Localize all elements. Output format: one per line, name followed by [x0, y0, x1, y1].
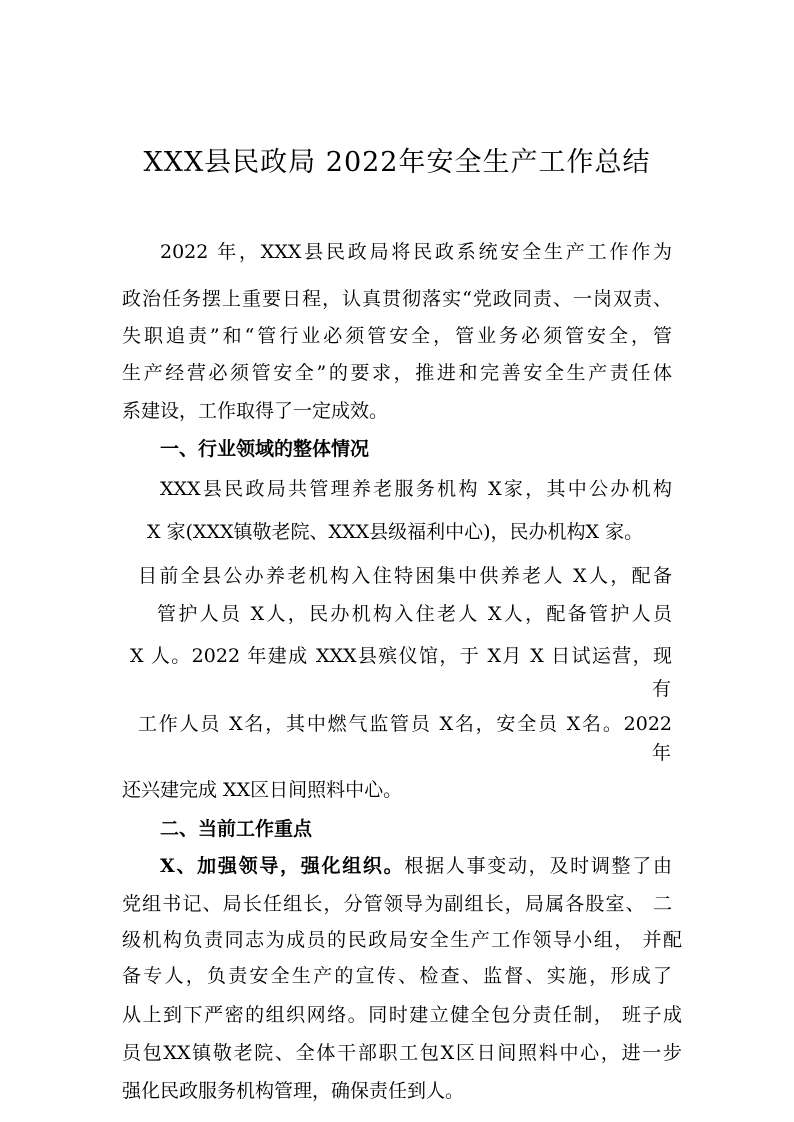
section-1-line-5: X 人。2022 年建成 XXX县殡仪馆，于 X月 X 日试运营，现	[130, 645, 672, 667]
section-1-line-2: X 家(XⅩⅩ镇敬老院、XXX县级福利中心)，民办机构X 家。	[147, 521, 644, 543]
intro-line-4: 生产经营必须管安全”的要求，推进和完善安全生产责任体	[122, 362, 672, 384]
intro-line-2: 政治任务摆上重要日程，认真贯彻落实“党政同责、一岗双责、	[122, 288, 672, 310]
section-2-lead-rest: 根据人事变动，及时调整了由	[404, 855, 672, 877]
section-1-line-1: XXX县民政局共管理养老服务机构 X家，其中公办机构	[160, 478, 672, 500]
section-1-line-6: 工作人员 X名，其中燃气监管员 X名，安全员 X名。2022	[138, 713, 672, 735]
intro-line-5: 系建设，工作取得了一定成效。	[122, 400, 389, 422]
section-2-line-4: 从上到下严密的组织网络。同时建立健全包分责任制， 班子成	[122, 1004, 682, 1026]
intro-line-1: 2022 年，XXX县民政局将民政系统安全生产工作作为	[160, 241, 672, 263]
page-title: XXX县民政局 2022年安全生产工作总结	[143, 147, 651, 178]
section-1-line-4: 管护人员 X人，民办机构入住老人 X人，配备管护人员	[157, 603, 672, 625]
section-2-line-3: 备专人，负责安全生产的宣传、检查、监督、实施，形成了	[122, 965, 672, 987]
section-2-lead: X、加强领导，强化组织。	[160, 855, 405, 877]
section-1-line-5-wrap: 有	[652, 678, 672, 700]
section-2-line-6: 强化民政服务机构管理，确保责任到人。	[122, 1080, 465, 1102]
section-2-line-1: 党组书记、局长任组长，分管领导为副组长，局属各股室、 二	[122, 893, 672, 915]
section-2-line-2: 级机构负责同志为成员的民政局安全生产工作领导小组， 并配	[122, 929, 682, 951]
section-2-line-5: 员包XX镇敬老院、全体干部职工包X区日间照料中心，进一步	[122, 1042, 682, 1064]
section-2-heading: 二、当前工作重点	[160, 818, 313, 840]
intro-line-3: 失职追责”和“管行业必须管安全，管业务必须管安全，管	[122, 325, 672, 347]
section-1-line-3: 目前全县公办养老机构入住特困集中供养老人 X人，配备	[138, 565, 672, 587]
section-2-lead-line	[160, 851, 672, 878]
section-1-line-6-wrap: 年	[652, 742, 672, 764]
section-1-heading: 一、行业领域的整体情况	[160, 438, 370, 460]
section-1-line-7: 还兴建完成 XⅩ区日间照料中心。	[122, 779, 403, 801]
